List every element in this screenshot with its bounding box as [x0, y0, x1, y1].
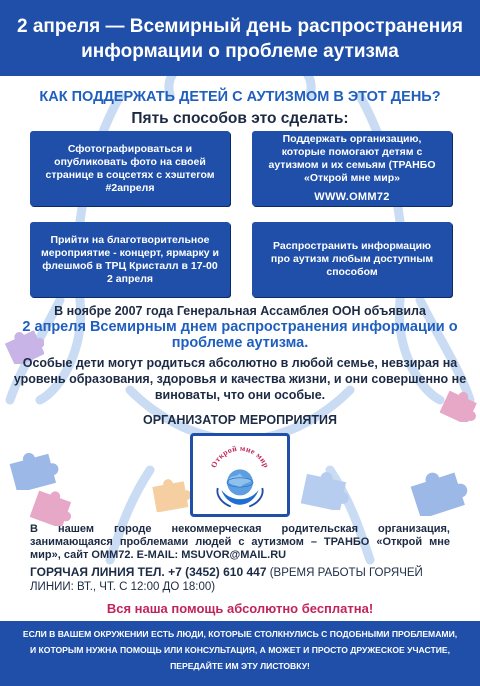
footer-line3: ПЕРЕДАЙТЕ ИМ ЭТУ ЛИСТОВКУ! [170, 661, 310, 671]
header-title-line1: 2 апреля — Всемирный день распространения [17, 16, 463, 37]
globe-hands-logo-icon [193, 436, 287, 514]
way-card-text: Сфотографироваться и опубликовать фото на своей странице в соцсетях с хэштегом #2апреля [45, 142, 215, 194]
puzzle-piece-icon [8, 450, 60, 490]
organization-description: В нашем городе некоммерческая родительская организация, занимающаяся проблемами людей с аутизмом – ТРАНБО «Открой мне мир», сайт OMM72. E-MAIL: MSUVOR@MAIL.RU [30, 523, 450, 561]
un-declaration-intro: В ноябре 2007 года Генеральная Ассамблея ООН объявила [54, 304, 426, 318]
hotline-phone[interactable]: ГОРЯЧАЯ ЛИНИЯ ТЕЛ. +7 (3452) 610 447 [30, 565, 267, 579]
un-declaration-block [10, 304, 470, 403]
footer-line1: ЕСЛИ В ВАШЕМ ОКРУЖЕНИИ ЕСТЬ ЛЮДИ, КОТОРЫЕ СТОЛКНУЛИСЬ С ПОДОБНЫМИ ПРОБЛЕМАМИ, [22, 629, 458, 639]
header-title-line2: информации о проблеме аутизма [81, 41, 399, 62]
support-question-heading: КАК ПОДДЕРЖАТЬ ДЕТЕЙ С АУТИЗМОМ В ЭТОТ ДЕНЬ? [39, 89, 441, 105]
hotline-hours: (ВРЕМЯ РАБОТЫ ГОРЯЧЕЙ ЛИНИИ: ВТ., ЧТ. С 12:00 ДО 18:00) [30, 567, 423, 593]
special-children-text: Особые дети могут родиться абсолютно в любой семье, невзирая на уровень образования, здоровья и качества жизни, и они совершенно не виноваты, что они особые. [13, 356, 467, 402]
un-declaration-highlight: 2 апреля Всемирным днем распространения информации о проблеме аутизма. [22, 319, 458, 351]
puzzle-piece-icon [150, 478, 190, 512]
page-header [0, 0, 480, 76]
way-card-photo [30, 131, 230, 206]
way-card-charity-event [30, 222, 230, 297]
logo-arc-text: Открой мне мир [208, 443, 272, 470]
svg-text:Открой мне мир [209, 444, 271, 470]
way-card-spread-information [252, 222, 452, 297]
way-card-text: Прийти на благотворительное мероприятие - концерт, ярмарку и флешмоб в ТРЦ Кристалл в 17-00 2 апреля [41, 233, 219, 285]
way-card-support-organization [252, 131, 452, 206]
way-card-text: Поддержать организацию, которые помогают детям с аутизмом и их семьям (ТРАНБО «Открой мне мир» [268, 133, 436, 184]
website-link[interactable]: WWW.OMM72 [314, 191, 390, 203]
way-card-text: Распространить информацию про аутизм любым доступным способом [270, 240, 434, 278]
hotline-block [30, 565, 450, 594]
puzzle-piece-icon [410, 470, 470, 516]
puzzle-piece-icon [300, 470, 350, 510]
organization-logo [190, 433, 290, 517]
free-help-note: Вся наша помощь абсолютно бесплатна! [106, 601, 374, 616]
five-ways-subheading: Пять способов это сделать: [131, 110, 349, 127]
puzzle-piece-icon [30, 490, 74, 526]
organizer-heading: ОРГАНИЗАТОР МЕРОПРИЯТИЯ [142, 413, 338, 427]
page-footer [0, 621, 480, 686]
footer-line2: И КОТОРЫМ НУЖНА ПОМОЩЬ ИЛИ КОНСУЛЬТАЦИЯ, А МОЖЕТ И ПРОСТО ДРУЖЕСКОЕ УЧАСТИЕ, [29, 645, 451, 655]
